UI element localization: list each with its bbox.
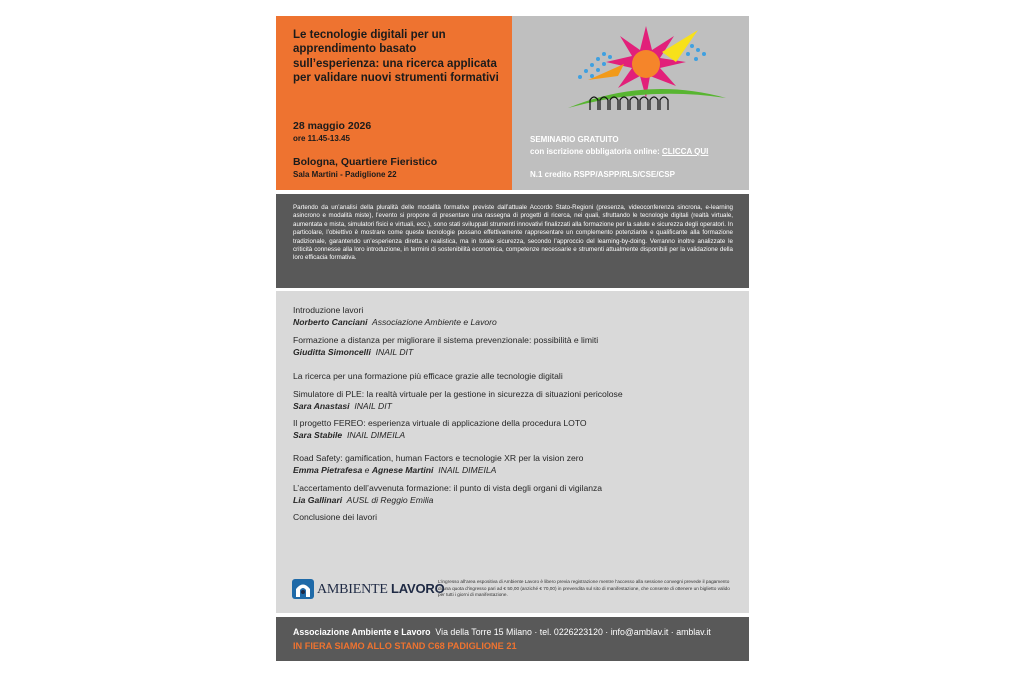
program-talk-title: Formazione a distanza per migliorare il sistema prevenzionale: possibilità e limiti xyxy=(293,335,599,345)
program-panel xyxy=(276,291,749,613)
program-talk-speaker xyxy=(293,465,496,475)
footer-email[interactable]: info@amblav.it xyxy=(610,627,669,637)
sun-arches-logo-icon xyxy=(526,24,736,116)
registration-line xyxy=(530,147,708,156)
program-talk-title: Simulatore di PLE: la realtà virtuale per la gestione in sicurezza di situazioni pericolose xyxy=(293,389,623,399)
program-section-title: La ricerca per una formazione più efficace grazie alle tecnologie digitali xyxy=(293,371,563,381)
speaker-name: Lia Gallinari xyxy=(293,495,343,505)
program-intro-speaker xyxy=(293,317,497,327)
footer-phone: tel. 0226223120 xyxy=(539,627,603,637)
seminar-panel xyxy=(512,16,749,190)
ambiente-lavoro-logo xyxy=(292,579,445,599)
footer-website[interactable]: amblav.it xyxy=(676,627,711,637)
footer-address: Via della Torre 15 Milano xyxy=(435,627,532,637)
event-title: Le tecnologie digitali per un apprendimento basato sull’esperienza: una ricerca applicata per validare nuovi strumenti formativi xyxy=(293,29,499,84)
logo-word-bold: LAVORO xyxy=(391,580,445,596)
header-panel xyxy=(276,16,512,190)
event-location: Bologna, Quartiere Fieristico xyxy=(293,156,438,168)
speaker-org: AUSL di Reggio Emilia xyxy=(346,495,434,505)
footer-panel xyxy=(276,617,749,661)
flyer xyxy=(276,16,749,661)
register-link[interactable]: CLICCA QUI xyxy=(662,147,709,156)
event-hall: Sala Martini - Padiglione 22 xyxy=(293,170,397,179)
description-panel xyxy=(276,194,749,288)
event-time: ore 11.45-13.45 xyxy=(293,134,350,143)
speaker-name: Sara Stabile xyxy=(293,430,343,440)
speaker-joiner: e xyxy=(362,465,372,475)
contact-line xyxy=(293,627,711,637)
program-talk-title: L’accertamento dell’avvenuta formazione: il punto di vista degli organi di vigilanza xyxy=(293,483,603,493)
program-talk-speaker xyxy=(293,401,392,411)
description-text: Partendo da un’analisi della pluralità delle modalità formative previste dall’attuale Accordo Stato-Regioni (presenza, videoconferenza sincrona, e-learning asincrono e modalità miste), l’evento si propone di presentare una rassegna di progetti di ricerca, nei quali, sfruttando le tecnologie digitali (realtà virtuale, aumentata e mista, simulatori fisici e virtuali, ecc.), sono stati sviluppati strumenti innovativi finalizzati alla formazione per la salute e sicurezza degli operatori. In particolare, l’obiettivo è mostrare come queste tecnologie possano effettivamente rappresentare un complemento potenziante e qualificante alla formazione tradizionale, garantendo un’esperienza diretta e realistica, ma in totale sicurezza, secondo l’approccio del learning-by-doing. Verranno inoltre analizzate le criticità connesse alla loro introduzione, in termini di sostenibilità economica, competenze necessarie e strumenti attualmente disponibili per la validazione della loro efficacia formativa. xyxy=(293,204,733,262)
ambiente-lavoro-icon xyxy=(292,579,314,599)
speaker-name: Giuditta Simoncelli xyxy=(293,347,371,357)
program-talk-title: Il progetto FEREO: esperienza virtuale di applicazione della procedura LOTO xyxy=(293,418,587,428)
speaker-org: INAIL DIT xyxy=(375,347,414,357)
speaker-name: Sara Anastasi xyxy=(293,401,350,411)
footer-separator: · xyxy=(602,627,611,637)
stand-info: IN FIERA SIAMO ALLO STAND C68 PADIGLIONE 21 xyxy=(293,641,517,651)
program-talk-speaker xyxy=(293,495,433,505)
speaker-name: Norberto Canciani xyxy=(293,317,368,327)
ambiente-lavoro-wordmark xyxy=(317,581,445,598)
speaker-org: INAIL DIMEILA xyxy=(346,430,406,440)
footer-separator: · xyxy=(668,627,677,637)
speaker-org: INAIL DIT xyxy=(354,401,392,411)
speaker-name: Emma Pietrafesa xyxy=(293,465,363,475)
program-closing: Conclusione dei lavori xyxy=(293,512,378,522)
fine-print: L’ingresso all’area espositiva di Ambiente Lavoro è libero previa registrazione mentre l’accesso alla sessione convegni prevede il pagamento di una quota d’ingresso pari ad € 50,00 (anziché € 70,00) in prevendita sul sito di manifestazione, che consente di ottenere un biglietto valido per tutti i giorni di manifestazione. xyxy=(438,579,730,597)
speaker-org: INAIL DIMEILA xyxy=(438,465,497,475)
credits-text: N.1 credito RSPP/ASPP/RLS/CSE/CSP xyxy=(530,170,675,179)
logo-word: AMBIENTE xyxy=(317,581,388,597)
footer-org: Associazione Ambiente e Lavoro xyxy=(293,627,431,637)
seminar-label: SEMINARIO GRATUITO xyxy=(530,135,619,144)
registration-text: con iscrizione obbligatoria online: xyxy=(530,147,663,156)
speaker-name: Agnese Martini xyxy=(371,465,434,475)
speaker-org: Associazione Ambiente e Lavoro xyxy=(371,317,497,327)
program-talk-speaker xyxy=(293,430,405,440)
event-date: 28 maggio 2026 xyxy=(293,120,372,132)
program-talk-speaker xyxy=(293,347,413,357)
footer-separator: · xyxy=(531,627,540,637)
program-intro-title: Introduzione lavori xyxy=(293,305,364,315)
program-talk-title: Road Safety: gamification, human Factors e tecnologie XR per la vision zero xyxy=(293,453,584,463)
